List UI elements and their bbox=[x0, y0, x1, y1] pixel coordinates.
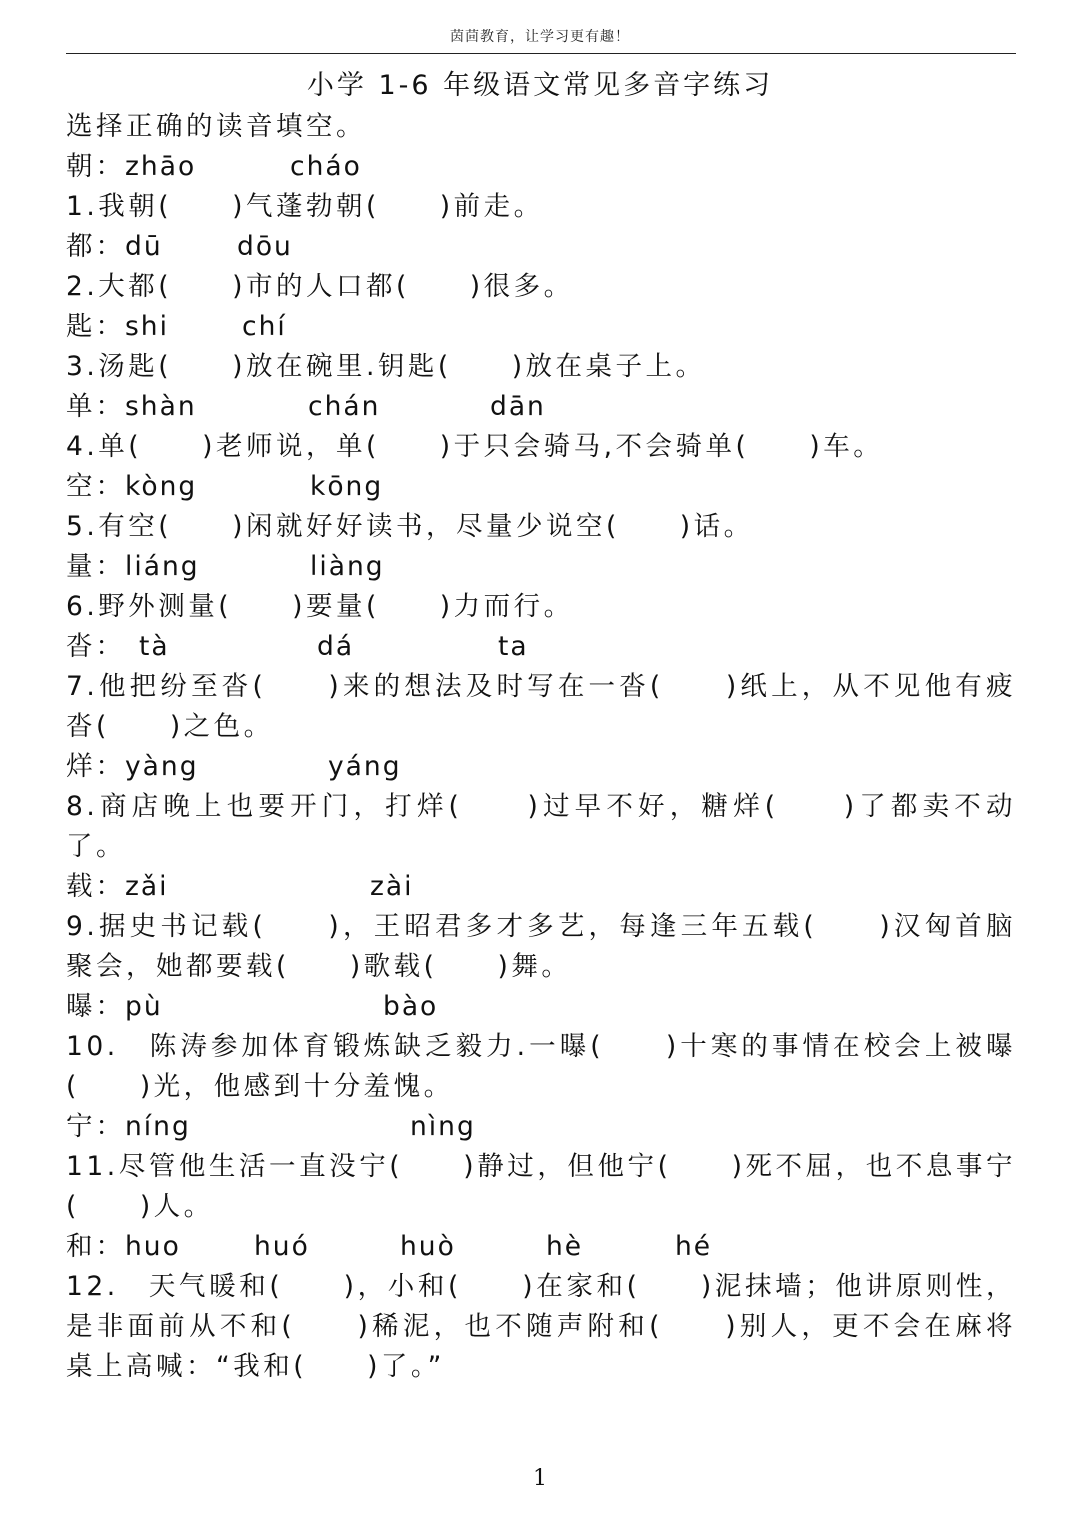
pinyin-row bbox=[66, 627, 1016, 667]
char-label: 曝： bbox=[66, 991, 125, 1022]
question-text: 6.野外测量( )要量( )力而行。 bbox=[66, 591, 574, 622]
question-text: 2.大都( )市的人口都( )很多。 bbox=[66, 271, 574, 302]
pinyin-option: zǎi bbox=[125, 871, 169, 902]
pinyin-row bbox=[66, 547, 1016, 587]
char-label: 量： bbox=[66, 551, 125, 582]
char-label: 烊： bbox=[66, 751, 125, 782]
pinyin-option: chán bbox=[308, 391, 381, 422]
pinyin-option: dān bbox=[490, 391, 546, 422]
pinyin-option: yàng bbox=[125, 751, 199, 782]
header-slogan: 茵茴教育，让学习更有趣！ bbox=[450, 29, 630, 45]
question-text: 4.单( )老师说，单( )于只会骑马,不会骑单( )车。 bbox=[66, 431, 884, 462]
instruction-text: 选择正确的读音填空。 bbox=[66, 111, 366, 142]
char-label: 宁： bbox=[66, 1111, 125, 1142]
pinyin-option: zài bbox=[370, 871, 414, 902]
pinyin-row bbox=[66, 1227, 1016, 1267]
pinyin-row bbox=[66, 1107, 1016, 1147]
question-text: 10. 陈涛参加体育锻炼缺乏毅力.一曝( )十寒的事情在校会上被曝( )光，他感到十分羞愧。 bbox=[66, 1031, 1016, 1102]
page-title: 小学 1-6 年级语文常见多音字练习 bbox=[306, 70, 774, 101]
pinyin-option: bào bbox=[383, 991, 439, 1022]
pinyin-option: dōu bbox=[237, 231, 293, 262]
pinyin-option: dū bbox=[125, 231, 163, 262]
char-label: 单： bbox=[66, 391, 125, 422]
pinyin-row bbox=[66, 747, 1016, 787]
question-text: 3.汤匙( )放在碗里.钥匙( )放在桌子上。 bbox=[66, 351, 706, 382]
char-label: 朝： bbox=[66, 151, 125, 182]
question-text: 12. 天气暖和( )，小和( )在家和( )泥抹墙；他讲原则性，是非面前从不和( )稀泥，也不随声附和( )别人，更不会在麻将桌上高喊：“我和( )了。” bbox=[66, 1271, 1016, 1382]
char-label: 匙： bbox=[66, 311, 125, 342]
page-number: 1 bbox=[533, 1466, 547, 1491]
pinyin-row bbox=[66, 987, 1016, 1027]
pinyin-row bbox=[66, 387, 1016, 427]
pinyin-option: shàn bbox=[125, 391, 197, 422]
worksheet-content bbox=[66, 107, 1016, 1387]
pinyin-option: dá bbox=[317, 631, 355, 662]
pinyin-option: kōng bbox=[310, 471, 384, 502]
question-text: 11.尽管他生活一直没宁( )静过，但他宁( )死不屈，也不息事宁( )人。 bbox=[66, 1151, 1016, 1222]
pinyin-row bbox=[66, 867, 1016, 907]
pinyin-option: ta bbox=[498, 631, 529, 662]
char-label: 载： bbox=[66, 871, 125, 902]
pinyin-option: shi bbox=[125, 311, 169, 342]
question-text: 9.据史书记载( )，王昭君多才多艺，每逢三年五载( )汉匈首脑聚会，她都要载( )歌载( )舞。 bbox=[66, 911, 1016, 982]
char-label: 和： bbox=[66, 1231, 125, 1262]
pinyin-row bbox=[66, 147, 1016, 187]
pinyin-option: hé bbox=[675, 1231, 713, 1262]
pinyin-option: hè bbox=[546, 1231, 584, 1262]
pinyin-option: chí bbox=[242, 311, 287, 342]
pinyin-row bbox=[66, 307, 1016, 347]
question-text: 1.我朝( )气蓬勃朝( )前走。 bbox=[66, 191, 544, 222]
pinyin-option: tà bbox=[139, 631, 170, 662]
pinyin-option: kòng bbox=[125, 471, 198, 502]
question-text: 8.商店晚上也要开门，打烊( )过早不好，糖烊( )了都卖不动了。 bbox=[66, 791, 1016, 862]
char-label: 空： bbox=[66, 471, 125, 502]
pinyin-option: pù bbox=[125, 991, 163, 1022]
question-text: 7.他把纷至沓( )来的想法及时写在一沓( )纸上，从不见他有疲沓( )之色。 bbox=[66, 671, 1016, 742]
pinyin-row bbox=[66, 467, 1016, 507]
pinyin-row bbox=[66, 227, 1016, 267]
char-label: 沓： bbox=[66, 631, 125, 662]
char-label: 都： bbox=[66, 231, 125, 262]
pinyin-option: liàng bbox=[310, 551, 385, 582]
question-text: 5.有空( )闲就好好读书，尽量少说空( )话。 bbox=[66, 511, 754, 542]
pinyin-option: níng bbox=[125, 1111, 191, 1142]
pinyin-option: huo bbox=[125, 1231, 181, 1262]
pinyin-option: nìng bbox=[410, 1111, 476, 1142]
pinyin-option: cháo bbox=[290, 151, 362, 182]
pinyin-option: zhāo bbox=[125, 151, 197, 182]
pinyin-option: huó bbox=[254, 1231, 310, 1262]
pinyin-option: huò bbox=[400, 1231, 456, 1262]
header-divider bbox=[66, 53, 1016, 54]
pinyin-option: yáng bbox=[328, 751, 402, 782]
pinyin-option: liáng bbox=[125, 551, 200, 582]
